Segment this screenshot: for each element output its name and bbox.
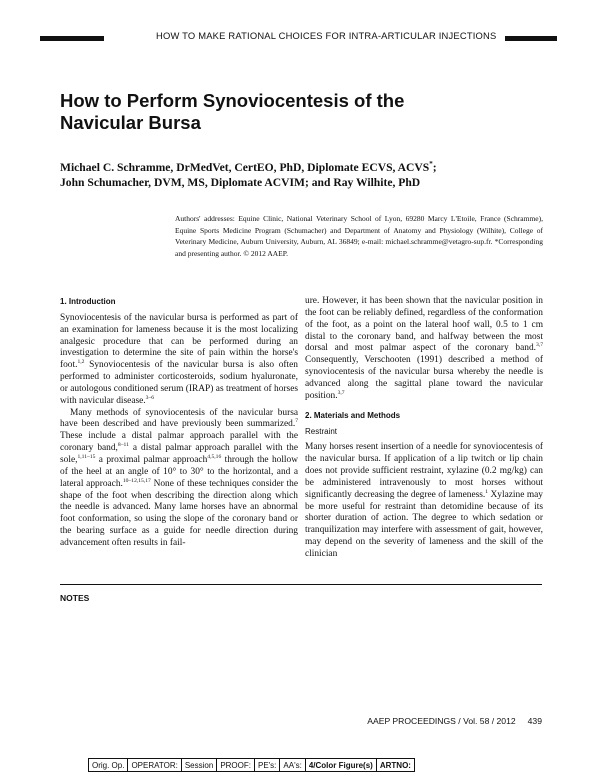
author-addresses: Authors' addresses: Equine Clinic, National Veterinary School of Lyon, 69280 Marcy L'Etoile, France (Schramme), Equine Sports Medicine Program (Schumacher) and Department of Anatomy and Physiology (Wilhite), College of Veterinary Medicine, Auburn University, Auburn, AL 36849; e-mail: michael.schramme@vetagro-sup.fr. *Corresponding and presenting author. © 2012 AAEP. bbox=[175, 214, 543, 259]
text-run: a distal palmar approach parallel with the sole, bbox=[60, 443, 298, 465]
production-cell: OPERATOR: bbox=[128, 759, 181, 772]
text-run: Xylazine may be more useful for restraint than detomidine because of its shorter duration of action. The degree to which sedation or tranquilization may interfere with assessment of gait, however, may depend on the severity of lameness and the skill of the clinician bbox=[305, 489, 543, 559]
citation: 8–11 bbox=[117, 442, 129, 448]
production-cell: PROOF: bbox=[217, 759, 255, 772]
intro-paragraph-3 bbox=[305, 296, 543, 403]
notes-divider bbox=[60, 584, 542, 585]
author-line-2: John Schumacher, DVM, MS, Diplomate ACVIM; and Ray Wilhite, PhD bbox=[60, 175, 421, 189]
header-rule-right bbox=[505, 36, 557, 41]
article-title: How to Perform Synoviocentesis of the Navicular Bursa bbox=[60, 90, 405, 133]
citation: 3,7 bbox=[536, 342, 543, 349]
text-run: ure. However, it has been shown that the navicular position in the foot can be reliably defined, regardless of the conformation of the foot, as a point on the lateral hoof wall, 0.5 to 1 cm distal to the coronary band, and halfway between the most dorsal and most palmar aspect of the coronary band. bbox=[305, 296, 543, 354]
production-cell: 4/Color Figure(s) bbox=[305, 759, 376, 772]
citation: 10–12,15,17 bbox=[122, 477, 151, 484]
column-right bbox=[305, 296, 543, 561]
page-footer bbox=[367, 716, 542, 726]
notes-label: NOTES bbox=[60, 593, 90, 603]
production-row bbox=[89, 759, 415, 772]
running-head: HOW TO MAKE RATIONAL CHOICES FOR INTRA-ARTICULAR INJECTIONS bbox=[156, 30, 497, 41]
text-run: Synoviocentesis of the navicular bursa is also often performed to administer corticosteroids, sodium hyaluronate, or autologous conditioned serum (IRAP) as treatment of horses with navicular disease. bbox=[60, 360, 298, 406]
author-line-1-end: ; bbox=[432, 160, 437, 174]
citation: 1,11–15 bbox=[77, 453, 96, 460]
text-run: These include a distal palmar approach parallel with the coronary band, bbox=[60, 431, 298, 454]
text-run: through the hollow of the heel at an angle of 10° to 30° to the horizontal, and a lateral approach. bbox=[60, 454, 298, 489]
citation: 4,5,16 bbox=[207, 453, 222, 460]
intro-paragraph-2 bbox=[60, 408, 298, 550]
production-cell: Session bbox=[181, 759, 216, 772]
intro-paragraph-1 bbox=[60, 313, 298, 408]
column-left bbox=[60, 296, 298, 550]
subheading-restraint: Restraint bbox=[305, 427, 338, 437]
citation: 3–6 bbox=[145, 394, 155, 401]
text-run: Many horses resent insertion of a needle for synoviocentesis of the navicular bursa. If application of a lip twitch or lip chain does not provide sufficient restraint, xylazine (0.2 mg/kg) can be administered intravenously to most horses without significantly decreasing the degree of lameness. bbox=[305, 442, 543, 500]
corresponding-mark: * bbox=[429, 160, 433, 168]
text-run: a proximal palmar approach bbox=[95, 454, 208, 465]
section-heading-introduction: 1. Introduction bbox=[60, 297, 116, 306]
text-run: Consequently, Verschooten (1991) described a method of synoviocentesis of the navicular bursa whereby the needle is advanced along the sagittal plane toward the navicular position. bbox=[305, 355, 543, 401]
text-run: Many methods of synoviocentesis of the navicular bursa have been described and have previously been summarized. bbox=[60, 407, 298, 430]
author-list bbox=[60, 157, 530, 190]
text-run: None of these techniques consider the shape of the foot when describing the direction along which the needle is advanced. Many lame horses have an abnormal foot conformation, so using the slope of the coronary band or the bearing surface as a guide for needle direction during advancement often results in fail- bbox=[60, 478, 298, 548]
author-line-1: Michael C. Schramme, DrMedVet, CertEO, PhD, Diplomate ECVS, ACVS bbox=[60, 160, 430, 174]
citation: 3,7 bbox=[337, 389, 345, 396]
production-table bbox=[88, 758, 415, 772]
production-cell: PE's: bbox=[254, 759, 279, 772]
production-cell: Orig. Op. bbox=[89, 759, 128, 772]
citation: 7 bbox=[295, 418, 298, 425]
restraint-paragraph bbox=[305, 442, 543, 560]
citation: 1,2 bbox=[77, 359, 85, 366]
text-run: Synoviocentesis of the navicular bursa is performed as part of an examination for lameness because it is the most localizing analgesic procedure that can be performed during an investigation to determine the site of pain within the horse's foot. bbox=[60, 312, 298, 371]
page-number: 439 bbox=[527, 716, 542, 726]
production-cell: AA's: bbox=[280, 759, 305, 772]
production-cell: ARTNO: bbox=[376, 759, 414, 772]
section-heading-materials-methods: 2. Materials and Methods bbox=[305, 410, 401, 420]
journal-citation: AAEP PROCEEDINGS / Vol. 58 / 2012 bbox=[367, 716, 516, 726]
citation: 1 bbox=[485, 488, 489, 495]
header-rule-left bbox=[40, 36, 104, 41]
